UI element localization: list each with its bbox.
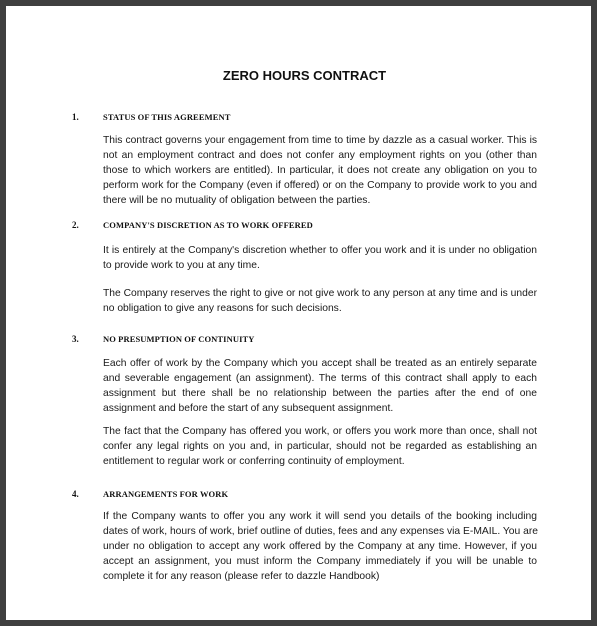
text-line: perform work for the Company (even if offered) or on the Company to provide work to you and (103, 180, 537, 191)
section-4-heading: ARRANGEMENTS FOR WORK (103, 489, 229, 499)
text-line: no obligation to give any reasons for such decisions. (103, 303, 342, 314)
text-line: entitlement to regular work or conferring continuity of employment. (103, 456, 405, 467)
text-line: not an employment contract and does not confer any employment rights on you (other than (103, 150, 537, 161)
section-3-heading: NO PRESUMPTION OF CONTINUITY (103, 334, 255, 344)
section-1-heading: STATUS OF THIS AGREEMENT (103, 112, 231, 122)
section-2-paragraph-1 (103, 243, 537, 273)
text-line: assignment and before the start of any subsequent assignment. (103, 403, 394, 414)
section-4-paragraph-1 (103, 509, 537, 584)
text-line: It is entirely at the Company's discretion whether to offer you work and it is under no obligation (103, 245, 537, 256)
text-line: assignment but there shall be no relationship between the parties after the end of one (103, 388, 537, 399)
section-3-paragraph-1 (103, 356, 537, 416)
text-line: and severable engagement (an assignment). The terms of this contract shall apply to each (103, 373, 537, 384)
section-2-heading: COMPANY'S DISCRETION AS TO WORK OFFERED (103, 220, 313, 230)
text-line: This contract governs your engagement from time to time by dazzle as a casual worker. This is (103, 135, 537, 146)
section-1-paragraph-1 (103, 133, 537, 208)
section-2-paragraph-2 (103, 286, 537, 316)
section-3-paragraph-2 (103, 424, 537, 469)
text-line: there will be no mutuality of obligation between the parties. (103, 195, 371, 206)
text-line: Each offer of work by the Company which you accept shall be treated as an entirely separate (103, 358, 537, 369)
section-1-number: 1. (72, 112, 79, 122)
text-line: confer any legal rights on you and, in particular, should not be regarded as establishing an (103, 441, 537, 452)
text-line: under no obligation to accept any work offered by the Company at any time. However, if you (103, 541, 537, 552)
section-3-number: 3. (72, 334, 79, 344)
text-line: The Company reserves the right to give or not give work to any person at any time and is under (103, 288, 537, 299)
text-line: dates of work, hours of work, brief outline of duties, fees and any expenses via E-MAIL. You are (103, 526, 539, 537)
section-2-number: 2. (72, 220, 79, 230)
text-line: If the Company wants to offer you any work it will send you details of the booking including (103, 511, 537, 522)
document-title: ZERO HOURS CONTRACT (222, 68, 387, 83)
text-line: The fact that the Company has offered you work, or offers you work more than once, shall not (103, 426, 537, 437)
section-4-number: 4. (72, 489, 79, 499)
text-line: those to which workers are entitled). In particular, it does not create any obligation on you to (103, 165, 537, 176)
text-line: complete it for any reason (please refer to dazzle Handbook) (103, 571, 380, 582)
text-line: accept an assignment, you must inform the Company immediately if you will be unable to (103, 556, 537, 567)
text-line: to provide work to you at any time. (103, 260, 260, 271)
